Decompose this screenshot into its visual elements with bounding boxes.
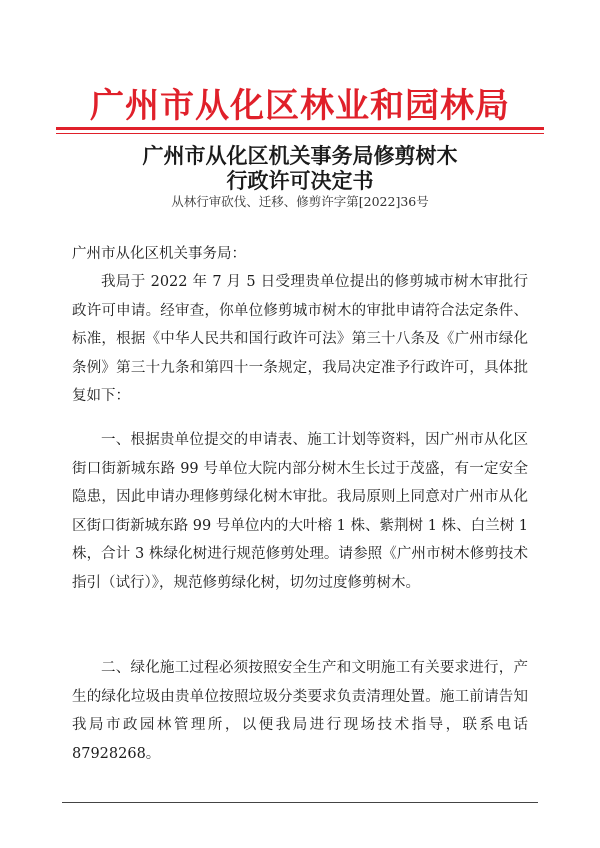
paragraph-intro: 我局于 2022 年 7 月 5 日受理贵单位提出的修剪城市树木审批行政许可申请。经审查，你单位修剪城市树木的审批申请符合法定条件、标准，根据《中华人民共和国行政许可法》第三十八条及《广州市绿化条例》第三十九条和第四十一条规定，我局决定准予行政许可，具体批复如下： [72,274,528,404]
footer-divider [62,802,538,803]
letterhead-red-rule-thin [56,133,544,134]
paragraph-item-one: 一、根据贵单位提交的申请表、施工计划等资料，因广州市从化区街口街新城东路 99 号单位大院内部分树木生长过于茂盛，有一定安全隐患，因此申请办理修剪绿化树木审批。我局原则上同意对广州市从化区街口街新城东路 99 号单位内的大叶榕 1 株、紫荆树 1 株、白兰树 1 株，合计 3 株绿化树进行规范修剪处理。请参照《广州市树木修剪技术指引（试行）》，规范修剪绿化树，切勿过度修剪树木。 [72,432,528,591]
letterhead-red-rule-thick [56,127,544,130]
document-title-line2: 行政许可决定书 [226,168,374,193]
document-number: 从林行审砍伐、迁移、修剪许字第[2022]36号 [171,194,429,209]
addressee: 广州市从化区机关事务局： [72,246,246,262]
letterhead-org-name: 广州市从化区林业和园林局 [90,86,510,126]
document-title-line1: 广州市从化区机关事务局修剪树木 [142,143,458,168]
paragraph-item-two: 二、绿化施工过程必须按照安全生产和文明施工有关要求进行，产生的绿化垃圾由贵单位按照垃圾分类要求负责清理处置。施工前请告知我局市政园林管理所，以便我局进行现场技术指导，联系电话 87928268。 [72,660,528,762]
